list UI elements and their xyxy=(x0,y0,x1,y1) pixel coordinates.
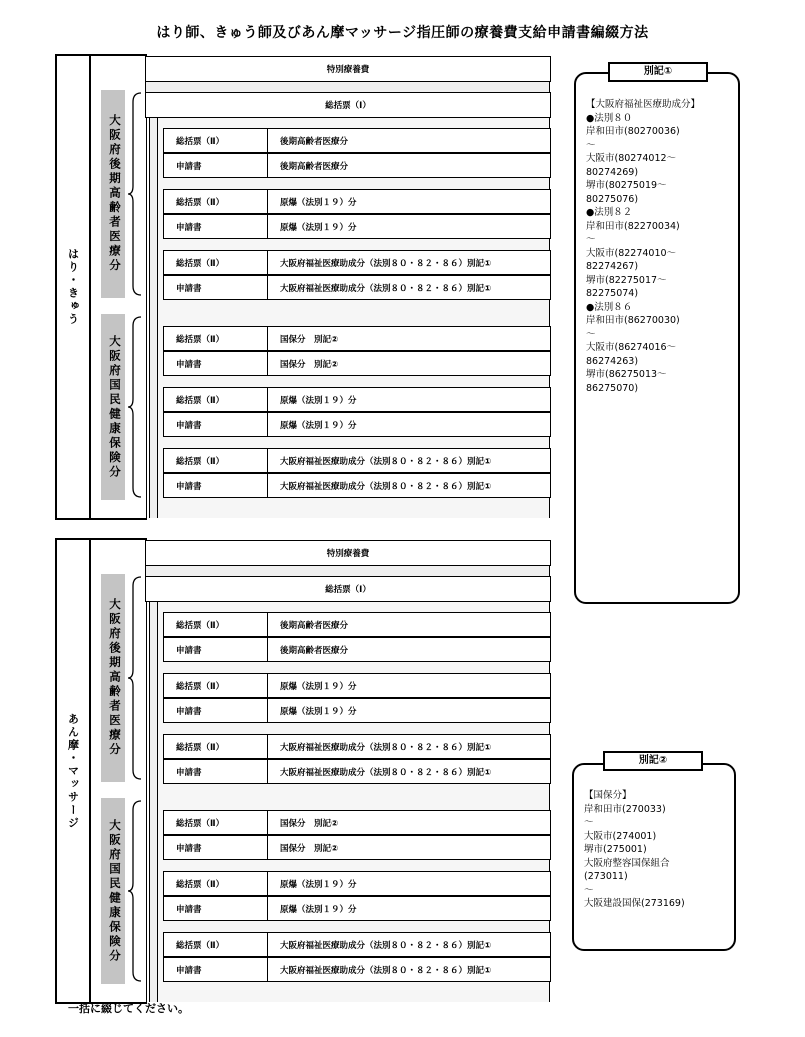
group-brace xyxy=(127,92,145,296)
table-row xyxy=(163,637,551,662)
tokubetsu-shade xyxy=(145,82,550,92)
doc-desc-cell: 後期高齢者医療分 xyxy=(280,620,349,631)
doc-desc-cell: 原爆（法別１９）分 xyxy=(280,879,357,890)
table-row xyxy=(163,957,551,982)
doc-type-cell: 総括票（Ⅱ） xyxy=(164,933,268,956)
doc-type-cell: 総括票（Ⅱ） xyxy=(164,811,268,834)
doc-desc-cell: 大阪府福祉医療助成分（法別８０・８２・８６）別記① xyxy=(280,456,492,467)
doc-desc-cell: 国保分 別記② xyxy=(280,843,339,854)
group-brace xyxy=(127,316,145,498)
footer-note: 一括に綴じてください。 xyxy=(68,1002,189,1015)
doc-desc-cell: 大阪府福祉医療助成分（法別８０・８２・８６）別記① xyxy=(280,767,492,778)
doc-type-cell: 申請書 xyxy=(164,897,268,920)
table-row xyxy=(163,759,551,784)
table-row xyxy=(163,896,551,921)
table-row xyxy=(163,153,551,178)
bekki2-title: 別記② xyxy=(603,751,703,771)
doc-type-cell: 総括票（Ⅱ） xyxy=(164,872,268,895)
doc-desc-cell: 後期高齢者医療分 xyxy=(280,161,349,172)
group-label-bar xyxy=(101,798,125,984)
doc-type-cell: 総括票（Ⅱ） xyxy=(164,190,268,213)
doc-desc-cell: 大阪府福祉医療助成分（法別８０・８２・８６）別記① xyxy=(280,742,492,753)
table-row xyxy=(163,932,551,957)
table-row xyxy=(163,698,551,723)
bekki2-body: 【国保分】 岸和田市(270033) ～ 大阪市(274001) 堺市(275001) 大阪府整容国保組合 (273011) ～ 大阪建設国保(273169) xyxy=(584,790,685,909)
table-row xyxy=(163,128,551,153)
doc-type-cell: 総括票（Ⅱ） xyxy=(164,327,268,350)
table-row xyxy=(163,448,551,473)
doc-type-cell: 申請書 xyxy=(164,276,268,299)
doc-type-cell: 申請書 xyxy=(164,154,268,177)
doc-type-cell: 総括票（Ⅱ） xyxy=(164,251,268,274)
doc-type-cell: 総括票（Ⅱ） xyxy=(164,674,268,697)
doc-type-cell: 総括票（Ⅱ） xyxy=(164,735,268,758)
table-row xyxy=(163,189,551,214)
table-row xyxy=(163,673,551,698)
doc-type-cell: 申請書 xyxy=(164,474,268,497)
doc-type-cell: 申請書 xyxy=(164,699,268,722)
tokubetsu-box: 特別療養費 xyxy=(145,56,551,82)
table-row xyxy=(163,250,551,275)
table-row xyxy=(163,612,551,637)
table-row xyxy=(163,351,551,376)
table-row xyxy=(163,835,551,860)
page-title: はり師、きゅう師及びあん摩マッサージ指圧師の療養費支給申請書編綴方法 xyxy=(156,25,649,41)
doc-desc-cell: 後期高齢者医療分 xyxy=(280,136,349,147)
doc-type-cell: 申請書 xyxy=(164,836,268,859)
doc-desc-cell: 原爆（法別１９）分 xyxy=(280,197,357,208)
doc-desc-cell: 原爆（法別１９）分 xyxy=(280,420,357,431)
doc-desc-cell: 大阪府福祉医療助成分（法別８０・８２・８６）別記① xyxy=(280,283,492,294)
doc-desc-cell: 国保分 別記② xyxy=(280,334,339,345)
bekki2-panel xyxy=(572,763,736,951)
group-label: 大阪府後期高齢者医療分 xyxy=(108,114,122,274)
table-row xyxy=(163,214,551,239)
doc-desc-cell: 原爆（法別１９）分 xyxy=(280,904,357,915)
table-row xyxy=(163,473,551,498)
doc-desc-cell: 原爆（法別１９）分 xyxy=(280,222,357,233)
outer-label: あん摩・マッサージ xyxy=(66,712,80,830)
group-label-bar xyxy=(101,314,125,500)
doc-desc-cell: 国保分 別記② xyxy=(280,818,339,829)
doc-type-cell: 申請書 xyxy=(164,215,268,238)
doc-type-cell: 申請書 xyxy=(164,638,268,661)
table-row xyxy=(163,275,551,300)
doc-type-cell: 申請書 xyxy=(164,352,268,375)
section-0 xyxy=(55,54,551,520)
group-brace xyxy=(127,800,145,982)
soukatsu1-box: 総括票（Ⅰ） xyxy=(145,576,551,602)
table-row xyxy=(163,871,551,896)
doc-desc-cell: 原爆（法別１９）分 xyxy=(280,706,357,717)
doc-type-cell: 総括票（Ⅱ） xyxy=(164,388,268,411)
doc-type-cell: 総括票（Ⅱ） xyxy=(164,129,268,152)
bekki1-panel xyxy=(574,72,740,604)
doc-desc-cell: 大阪府福祉医療助成分（法別８０・８２・８６）別記① xyxy=(280,940,492,951)
table-row xyxy=(163,810,551,835)
doc-desc-cell: 原爆（法別１９）分 xyxy=(280,681,357,692)
doc-desc-cell: 後期高齢者医療分 xyxy=(280,645,349,656)
tokubetsu-box: 特別療養費 xyxy=(145,540,551,566)
doc-type-cell: 総括票（Ⅱ） xyxy=(164,449,268,472)
tokubetsu-shade xyxy=(145,566,550,576)
bekki1-body: 【大阪府福祉医療助成分】 ●法別８０ 岸和田市(80270036) ～ 大阪市(80274012～ 80274269) 堺市(80275019～ 80275076) ●法別８２ 岸和田市(82270034) ～ 大阪市(82274010～ 82274267) 堺市(82275017～ 82275074) ●法別８６ 岸和田市(86270030) ～ 大阪市(86274016～ 86274263) 堺市(86275013～ 86275070) xyxy=(586,99,701,394)
doc-type-cell: 申請書 xyxy=(164,958,268,981)
group-brace xyxy=(127,576,145,780)
table-row xyxy=(163,387,551,412)
doc-desc-cell: 大阪府福祉医療助成分（法別８０・８２・８６）別記① xyxy=(280,258,492,269)
section-1 xyxy=(55,538,551,1004)
doc-desc-cell: 大阪府福祉医療助成分（法別８０・８２・８６）別記① xyxy=(280,965,492,976)
doc-type-cell: 総括票（Ⅱ） xyxy=(164,613,268,636)
doc-desc-cell: 国保分 別記② xyxy=(280,359,339,370)
doc-desc-cell: 大阪府福祉医療助成分（法別８０・８２・８６）別記① xyxy=(280,481,492,492)
group-label-bar xyxy=(101,574,125,782)
group-label: 大阪府国民健康保険分 xyxy=(108,334,122,480)
group-label: 大阪府国民健康保険分 xyxy=(108,818,122,964)
outer-label: はり・きゅう xyxy=(66,248,80,326)
table-row xyxy=(163,326,551,351)
table-row xyxy=(163,734,551,759)
soukatsu1-box: 総括票（Ⅰ） xyxy=(145,92,551,118)
group-label: 大阪府後期高齢者医療分 xyxy=(108,598,122,758)
table-row xyxy=(163,412,551,437)
doc-desc-cell: 原爆（法別１９）分 xyxy=(280,395,357,406)
doc-type-cell: 申請書 xyxy=(164,413,268,436)
bekki1-title: 別記① xyxy=(608,62,708,82)
group-label-bar xyxy=(101,90,125,298)
doc-type-cell: 申請書 xyxy=(164,760,268,783)
